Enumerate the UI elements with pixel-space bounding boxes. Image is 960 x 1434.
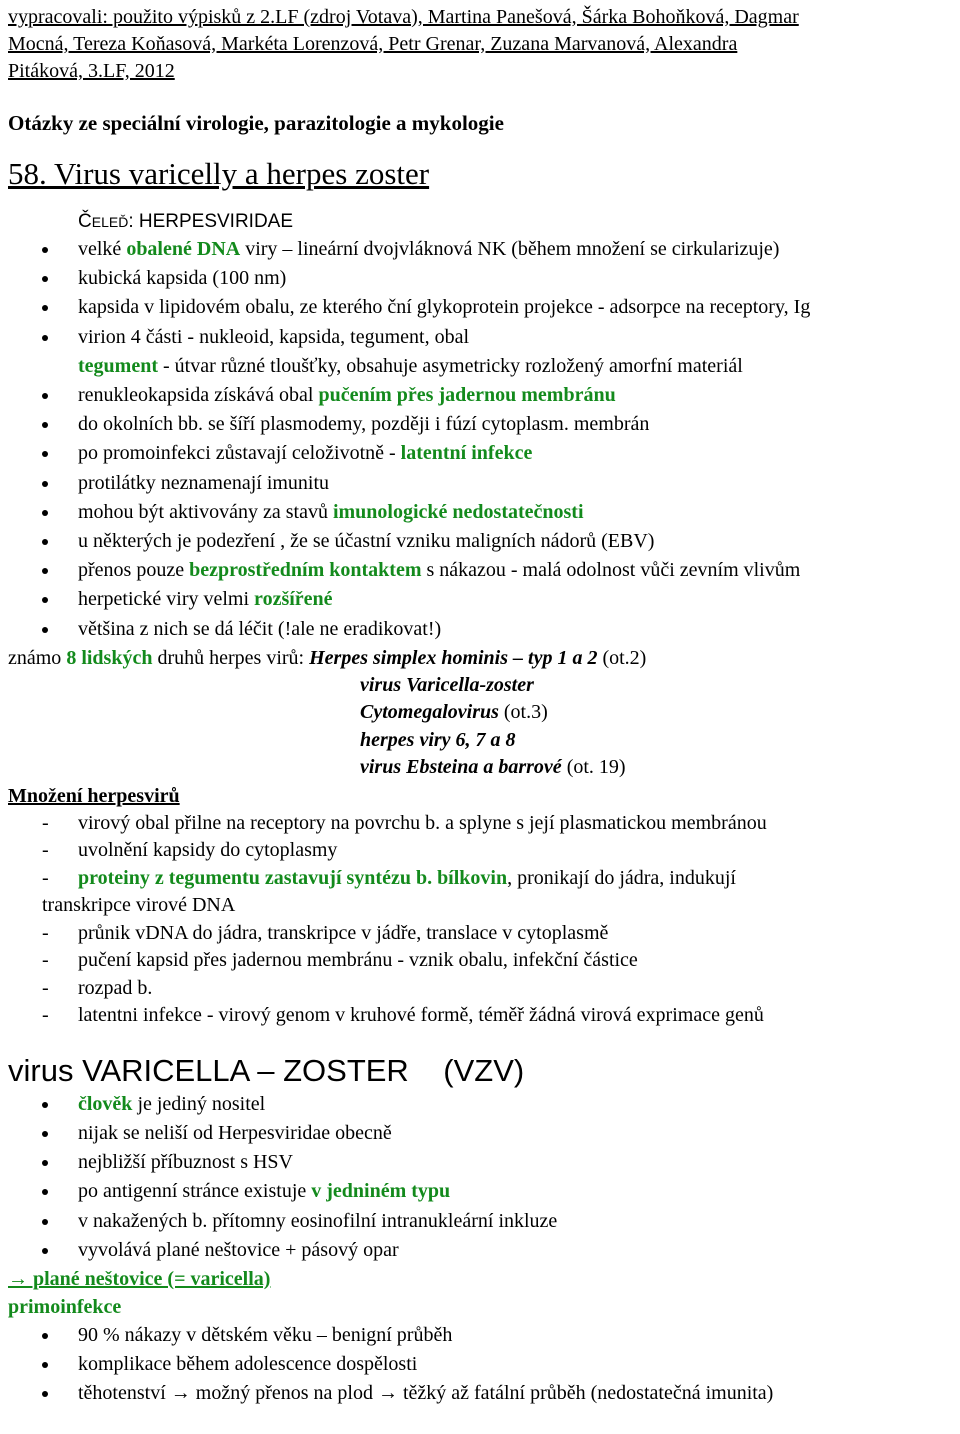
list-item (8, 1207, 952, 1236)
list-item (8, 381, 952, 410)
virus-name: virus Ebsteina a barrové (360, 756, 562, 779)
item-highlight: bezprostředním kontaktem (189, 559, 422, 582)
virus-list-item (360, 727, 952, 755)
list-item (8, 264, 952, 293)
family-name: : HERPESVIRIDAE (128, 211, 294, 232)
step-item (8, 810, 952, 838)
known-species-line (8, 644, 952, 672)
item-text-tail: viry – lineární dvojvláknová NK (během množení se cirkularizuje) (240, 238, 780, 260)
credits-line-1: vypracovali: použito výpisků z 2.LF (zdroj Votava), Martina Panešová, Šárka Bohoňková, Dagmar (8, 6, 799, 28)
virus-name: virus Varicella-zoster (360, 673, 534, 696)
item-highlight: pučením přes jadernou membránu (318, 384, 616, 407)
list-item (8, 527, 952, 556)
item-text: po promoinfekci zůstavají celoživotně - (78, 442, 401, 465)
list-item (8, 556, 952, 585)
item-highlight: člověk (78, 1092, 133, 1115)
step-continuation: transkripce virové DNA (42, 894, 236, 917)
vzv-properties-list (8, 1090, 952, 1265)
varicella-heading: → plané neštovice (= varicella) (8, 1268, 271, 1291)
list-item (8, 498, 952, 527)
primoinfection-heading: primoinfekce (8, 1296, 122, 1319)
item-text: renukleokapsida získává obal (78, 384, 319, 407)
family-label (78, 209, 952, 235)
list-item (8, 352, 952, 381)
virus-list-item (360, 672, 952, 700)
step-item (8, 865, 952, 920)
item-text: přenos pouze (78, 559, 190, 582)
item-text-tail: - útvar různé tloušťky, obsahuje asymetricky rozložený amorfní materiál (157, 354, 743, 377)
item-text: mohou být aktivovány za stavů (78, 500, 333, 523)
item-text: velké (78, 238, 127, 260)
item-highlight: obalené DNA (126, 238, 241, 260)
step-text: pučení kapsid přes jadernou membránu - vznik obalu, infekční částice (78, 949, 638, 972)
virus-note: (ot. 19) (561, 756, 626, 779)
known-first-virus: Herpes simplex hominis – typ 1 a 2 (309, 646, 598, 669)
list-item (8, 235, 952, 264)
item-highlight: rozšířené (254, 588, 333, 611)
list-item (8, 1177, 952, 1206)
multiplication-heading: Množení herpesvirů (8, 784, 180, 807)
credits-line-2: Mocná, Tereza Koňasová, Markéta Lorenzová, Petr Grenar, Zuzana Marvanová, Alexandra (8, 33, 738, 55)
virus-note: (ot.3) (498, 701, 548, 724)
step-text: rozpad b. (78, 976, 153, 999)
step-item (8, 920, 952, 948)
list-item (8, 410, 952, 439)
step-item (8, 947, 952, 975)
document-page (0, 4, 960, 1434)
step-item (8, 837, 952, 865)
family-cap: Č (78, 211, 92, 232)
herpesviridae-properties-list (8, 235, 952, 644)
step-highlight: proteiny z tegumentu zastavují syntézu b. bílkovin (78, 866, 508, 889)
item-text: komplikace během adolescence dospělosti (78, 1353, 418, 1376)
list-item (8, 1119, 952, 1148)
item-highlight: imunologické nedostatečnosti (332, 500, 584, 523)
item-text: protilátky neznamenají imunitu (78, 471, 330, 494)
item-text: nijak se neliší od Herpesviridae obecně (78, 1122, 392, 1145)
step-text: latentni infekce - virový genom v kruhové formě, téměř žádná virová exprimace genů (78, 1004, 764, 1027)
item-text: kapsida v lipidovém obalu, ze kterého ční glykoprotein projekce - adsorpce na receptory, Ig (78, 296, 811, 319)
list-item (8, 1379, 952, 1408)
step-text: uvolnění kapsidy do cytoplasmy (78, 839, 338, 862)
primoinfection-list (8, 1321, 952, 1409)
item-text: po antigenní stránce existuje (78, 1180, 312, 1203)
item-text: herpetické viry velmi (78, 588, 255, 611)
vzv-heading: virus VARICELLA – ZOSTER (VZV) (8, 1052, 525, 1088)
list-item (8, 469, 952, 498)
item-highlight: latentní infekce (400, 442, 533, 465)
list-item (8, 1148, 952, 1177)
list-item (8, 615, 952, 644)
item-text-tail: s nákazou - malá odolnost vůči zevním vlivům (421, 559, 801, 582)
item-text: 90 % nákazy v dětském věku – benigní průběh (78, 1324, 453, 1347)
list-item (8, 293, 952, 322)
known-first-note: (ot.2) (597, 646, 647, 669)
item-text: u některých je podezření , že se účastní vzniku maligních nádorů (EBV) (78, 530, 655, 553)
list-item (8, 1236, 952, 1265)
known-prefix: známo (8, 646, 67, 669)
step-text: virový obal přilne na receptory na povrchu b. a splyne s její plasmatickou membránou (78, 811, 767, 834)
item-text-tail: je jediný nositel (132, 1092, 266, 1115)
item-highlight: tegument (78, 354, 158, 377)
step-text-tail: , pronikají do jádra, indukují (507, 866, 736, 889)
step-text: průnik vDNA do jádra, transkripce v jádře, translace v cytoplasmě (78, 921, 609, 944)
chapter-title: 58. Virus varicelly a herpes zoster (8, 156, 430, 191)
item-text: do okolních bb. se šíří plasmodemy, později i fúzí cytoplasm. membrán (78, 413, 650, 436)
list-item (8, 1350, 952, 1379)
list-item (8, 1321, 952, 1350)
item-text: vyvolává plané neštovice + pásový opar (78, 1238, 399, 1261)
credits-line-3: Pitáková, 3.LF, 2012 (8, 60, 175, 82)
item-text: kubická kapsida (100 nm) (78, 267, 287, 290)
virus-name: herpes viry 6, 7 a 8 (360, 728, 516, 751)
family-small-caps: ELEĎ (91, 214, 129, 230)
list-item (8, 585, 952, 614)
known-mid: druhů herpes virů: (152, 646, 310, 669)
item-text: virion 4 části - nukleoid, kapsida, tegument, obal (78, 325, 470, 348)
item-text: většina z nich se dá léčit (!ale ne eradikovat!) (78, 617, 442, 640)
virus-list-item (360, 754, 952, 782)
list-item (8, 1090, 952, 1119)
step-item (8, 975, 952, 1003)
credits (8, 4, 952, 85)
list-item (8, 439, 952, 468)
item-highlight: v jedniném typu (311, 1180, 451, 1203)
known-count: 8 lidských (66, 646, 153, 669)
virus-name: Cytomegalovirus (360, 701, 499, 724)
list-item (8, 323, 952, 352)
item-text: těhotenství → možný přenos na plod → těžký až fatální průběh (nedostatečná imunita) (78, 1382, 774, 1405)
section-header: Otázky ze speciální virologie, parazitologie a mykologie (8, 111, 504, 135)
step-item (8, 1002, 952, 1030)
item-text: nejbližší příbuznost s HSV (78, 1151, 293, 1174)
virus-list-item (360, 699, 952, 727)
multiplication-steps-list (8, 810, 952, 1030)
virus-list (360, 672, 952, 782)
item-text: v nakažených b. přítomny eosinofilní intranukleární inkluze (78, 1209, 558, 1232)
